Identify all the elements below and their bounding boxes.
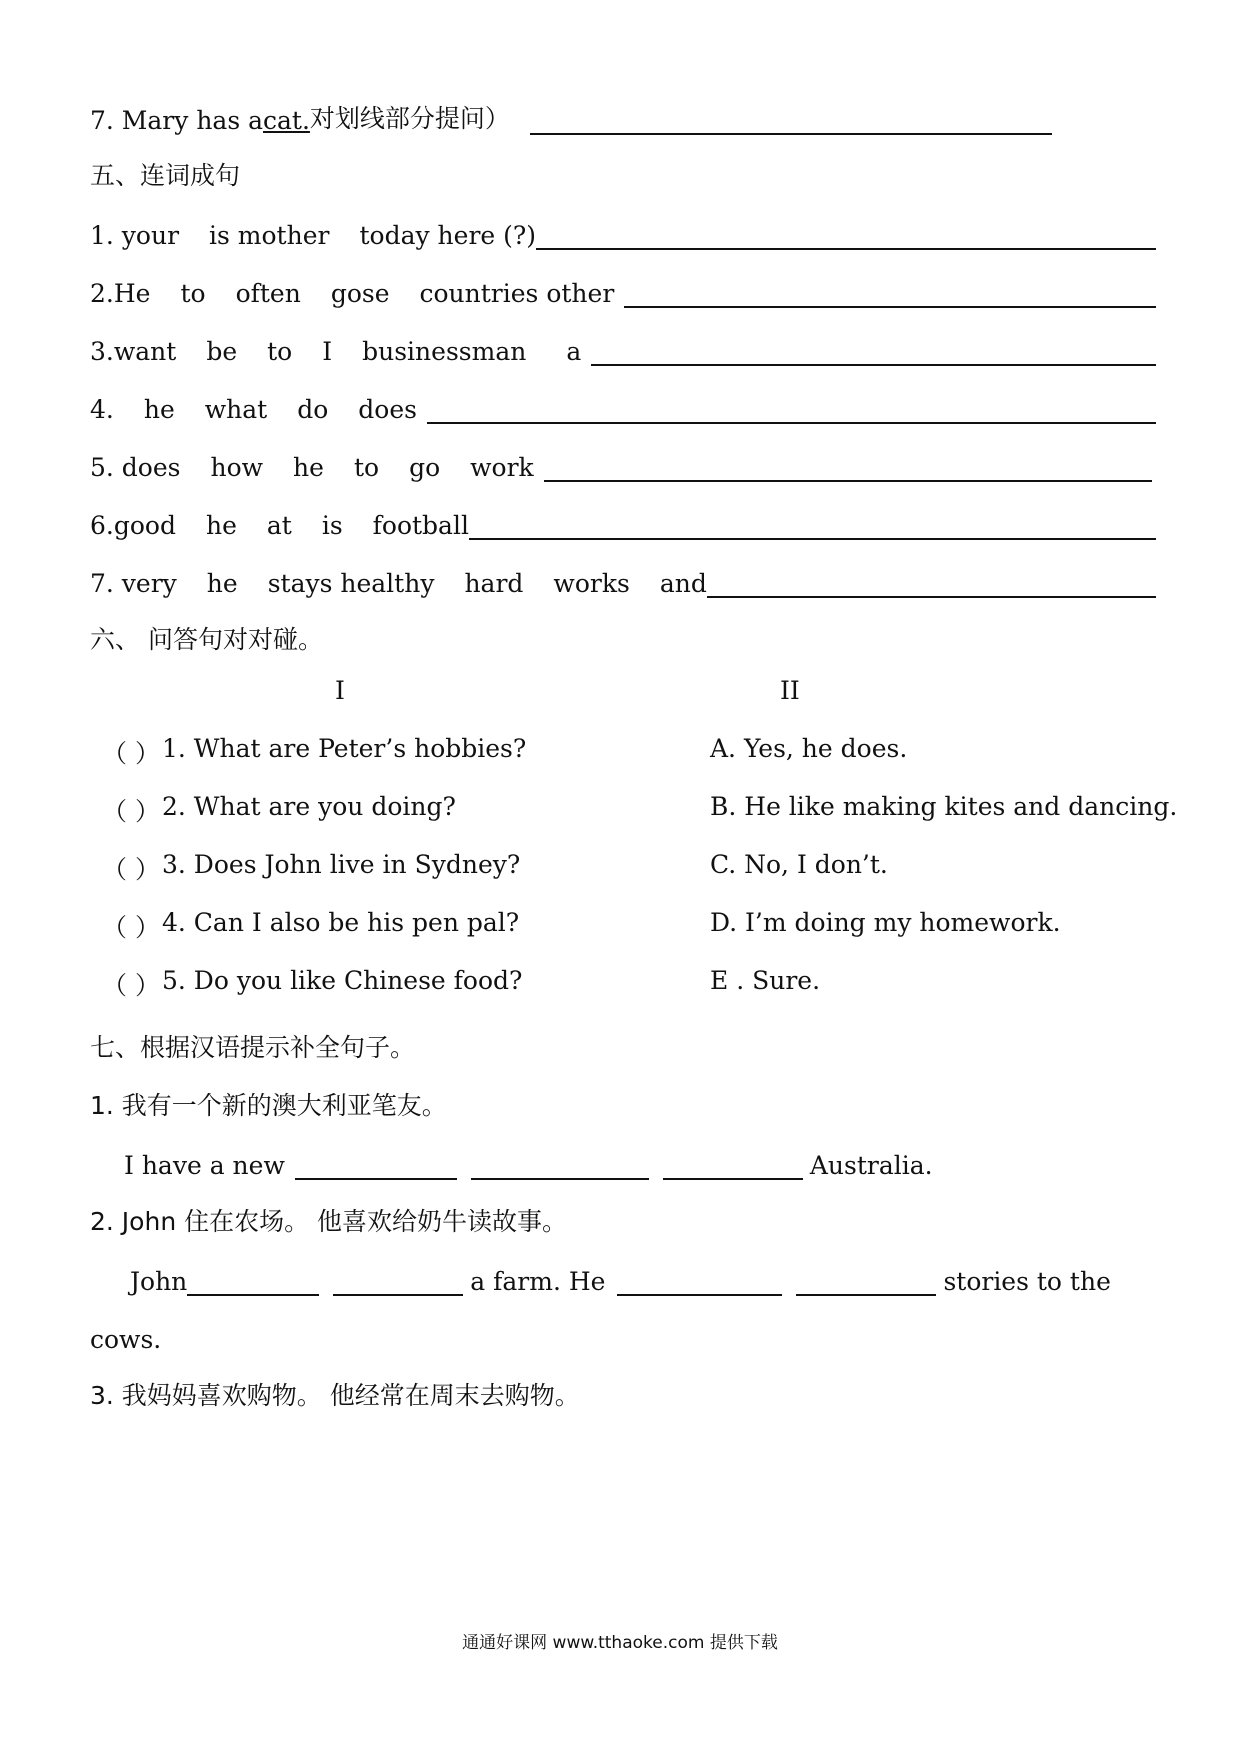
match-row-2 (90, 792, 1178, 832)
question: 1. What are Peter’s hobbies? (162, 734, 527, 763)
sentence-mid: a farm. He (470, 1267, 606, 1296)
word: work (470, 453, 534, 482)
word: he (206, 569, 238, 598)
section-5-title (90, 152, 1156, 192)
sentence-start: John (130, 1267, 188, 1296)
word: to (267, 337, 293, 366)
question: 4. Can I also be his pen pal? (162, 908, 520, 937)
word: 4. (90, 395, 114, 424)
section-title: 六、 问答句对对碰。 (90, 625, 323, 654)
word: go (409, 453, 441, 482)
question: 2. What are you doing? (162, 792, 456, 821)
word: he (205, 511, 237, 540)
word: 1. your (90, 221, 180, 250)
answer-blank[interactable] (530, 103, 1052, 135)
word: stays healthy (267, 569, 435, 598)
answer-blank[interactable] (295, 1148, 457, 1180)
s7-q2-chinese (90, 1198, 1156, 1238)
answer-blank[interactable] (707, 566, 1156, 598)
word: he (143, 395, 175, 424)
word: football (372, 511, 469, 540)
word: often (235, 279, 301, 308)
answer-blank[interactable] (427, 392, 1156, 424)
word: hard (464, 569, 524, 598)
match-row-4 (90, 908, 1156, 948)
sentence-end: stories to the (943, 1267, 1111, 1296)
word: 5. does (90, 453, 181, 482)
q-text-after: 对划线部分提问） (309, 104, 510, 133)
s7-q3-chinese (90, 1372, 1156, 1412)
word: 2.He (90, 279, 151, 308)
word: is mother (209, 221, 330, 250)
answer-blank[interactable] (187, 1264, 319, 1296)
word: he (293, 453, 324, 482)
section-6-title (90, 616, 1156, 656)
column-header-ii: II (780, 676, 800, 705)
word: is (321, 511, 343, 540)
match-row-3 (90, 850, 1156, 890)
word: 7. very (90, 569, 177, 598)
section-title: 七、根据汉语提示补全句子。 (90, 1033, 416, 1062)
column-headers (90, 676, 1156, 716)
section-title: 五、连词成句 (90, 161, 241, 190)
chinese-prompt: 2. John 住在农场。 他喜欢给奶牛读故事。 (90, 1207, 568, 1236)
s5-item-6 (90, 500, 1156, 540)
answer-option: C. No, I don’t. (710, 850, 888, 879)
section-7-title (90, 1024, 1156, 1064)
q-text-before: 7. Mary has a (90, 106, 264, 135)
answer-paren[interactable]: （ ） (102, 913, 160, 942)
answer-blank[interactable] (544, 450, 1152, 482)
word: I (322, 337, 333, 366)
answer-blank[interactable] (591, 334, 1156, 366)
word: 3.want (90, 337, 177, 366)
s7-q1-english (124, 1140, 1154, 1180)
s5-item-5 (90, 442, 1156, 482)
answer-option: E . Sure. (710, 966, 821, 995)
answer-option: B. He like making kites and dancing. (710, 792, 1178, 821)
word: gose (330, 279, 390, 308)
match-row-5 (90, 966, 1156, 1006)
s5-item-7 (90, 558, 1156, 598)
question-7-mary (90, 95, 1156, 135)
column-header-i: I (335, 676, 345, 705)
answer-blank[interactable] (617, 1264, 782, 1296)
word: and (659, 569, 707, 598)
answer-paren[interactable]: （ ） (102, 739, 160, 768)
answer-blank[interactable] (471, 1148, 649, 1180)
s7-q2-english (130, 1256, 1156, 1296)
sentence-continuation: cows. (90, 1325, 162, 1354)
s5-item-2 (90, 268, 1156, 308)
answer-blank[interactable] (469, 508, 1156, 540)
s5-item-3 (90, 326, 1156, 366)
question: 3. Does John live in Sydney? (162, 850, 521, 879)
question: 5. Do you like Chinese food? (162, 966, 523, 995)
word: to (180, 279, 206, 308)
match-row-1 (90, 734, 1156, 774)
s7-q2-continuation (90, 1314, 1156, 1354)
page-footer: 通通好课网 www.tthaoke.com 提供下载 (462, 1633, 778, 1653)
word: to (353, 453, 380, 482)
s7-q1-chinese (90, 1082, 1156, 1122)
word: 6.good (90, 511, 176, 540)
chinese-prompt: 3. 我妈妈喜欢购物。 他经常在周末去购物。 (90, 1381, 580, 1410)
sentence-start: I have a new (124, 1151, 285, 1180)
word: what (204, 395, 268, 424)
sentence-end: Australia. (809, 1151, 933, 1180)
answer-blank[interactable] (333, 1264, 463, 1296)
word: be (206, 337, 238, 366)
word: today here (?) (359, 221, 537, 250)
answer-blank[interactable] (624, 276, 1156, 308)
word: a (566, 337, 582, 366)
word: countries other (419, 279, 615, 308)
s5-item-4 (90, 384, 1156, 424)
answer-blank[interactable] (536, 218, 1156, 250)
word: at (266, 511, 292, 540)
word: do (297, 395, 329, 424)
answer-paren[interactable]: （ ） (102, 797, 160, 826)
answer-blank[interactable] (663, 1148, 803, 1180)
s5-item-1 (90, 210, 1156, 250)
word: businessman (362, 337, 527, 366)
answer-option: A. Yes, he does. (710, 734, 908, 763)
answer-blank[interactable] (796, 1264, 936, 1296)
chinese-prompt: 1. 我有一个新的澳大利亚笔友。 (90, 1091, 447, 1120)
q-underlined-word: cat. (263, 106, 310, 135)
answer-option: D. I’m doing my homework. (710, 908, 1061, 937)
answer-paren[interactable]: （ ） (102, 971, 160, 1000)
word: does (358, 395, 417, 424)
answer-paren[interactable]: （ ） (102, 855, 160, 884)
word: works (553, 569, 630, 598)
word: how (210, 453, 264, 482)
